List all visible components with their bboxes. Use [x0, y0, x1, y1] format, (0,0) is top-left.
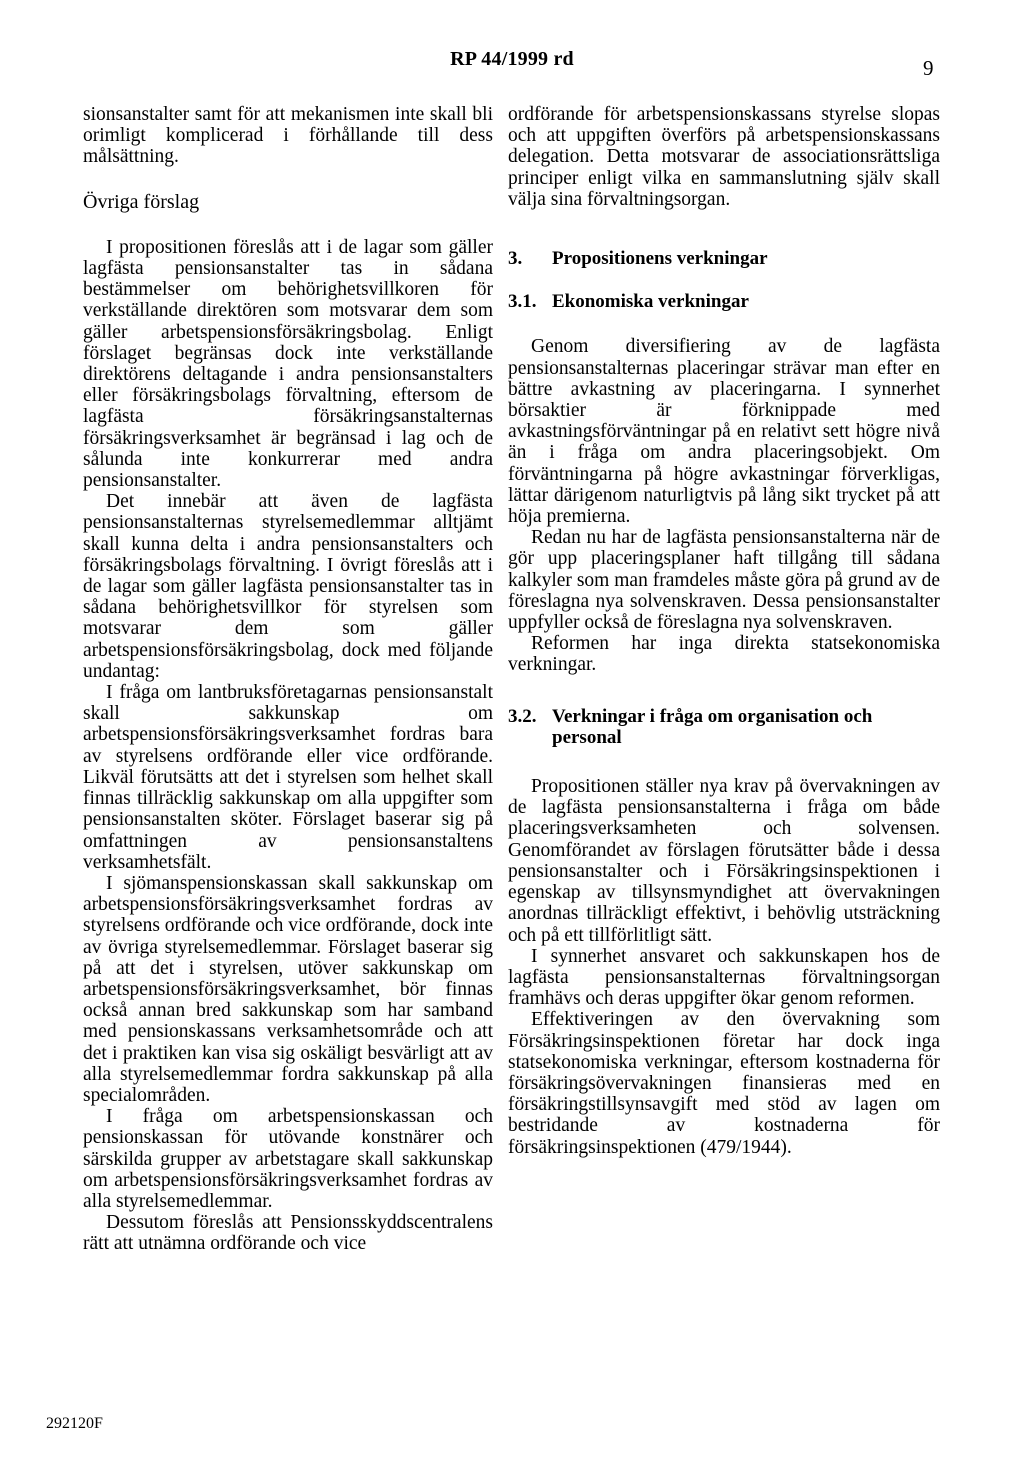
section-title: Propositionens verkningar	[552, 248, 768, 270]
section-number: 3.1.	[508, 291, 537, 313]
paragraph: Genom diversifiering av de lagfästa pensionsanstalternas placeringar strävar man efter en bättre avkastning av placeringarna. I synnerhet börsaktier är förknippade med avkastningsförväntningar på en relativt sett högre nivå än i fråga om andra placeringsobjekt. Om förväntningarna på högre avkastningar förverkligas, lättar därigenom naturligtvis på lång sikt trycket på att höja premierna.	[508, 336, 940, 528]
section-number: 3.2.	[508, 705, 537, 727]
paragraph: I fråga om lantbruksföretagarnas pensionsanstalt skall sakkunskap om arbetspensionsförsäkringsverksamhet fordras bara av styrelsens ordförande eller vice ordförande. Likväl förutsätts att det i styrelsen som helhet skall finnas tillräcklig sakkunskap om alla uppgifter som pensionsanstalten sköter. Förslaget baserar sig på omfattningen av pensionsanstaltens verksamhetsfält.	[83, 682, 493, 873]
paragraph: Propositionen ställer nya krav på övervakningen av de lagfästa pensionsanstalterna i fråga om både placeringsverksamheten och solvensen. Genomförandet av förslagen förutsätter både i dessa pensionsanstalter och i Försäkringsinspektionen i egenskap av tillsynsmyndighet att övervakningen anordnas tillräckligt effektivt, i behövlig utsträckning och på ett tillförlitligt sätt.	[508, 776, 940, 946]
page-number: 9	[923, 56, 934, 80]
footer-document-code: 292120F	[46, 1415, 103, 1432]
section-title: Ekonomiska verkningar	[552, 291, 749, 313]
paragraph: I sjömanspensionskassan skall sakkunskap om arbetspensionsförsäkringsverksamhet fordras av styrelsens ordförande och vice ordförande, dock inte av övriga styrelsemedlemmar. Förslaget baserar sig på att det i styrelsen, utöver sakkunskap om arbetspensionsförsäkringsverksamhet, bör finnas också annan bred sakkunskap som har samband med pensionskassans verksamhetsområde och att det i praktiken kan visa sig oskäligt besvärligt att av alla styrelsemedlemmar fordra sakkunskap på alla specialområden.	[83, 872, 493, 1106]
paragraph: I synnerhet ansvaret och sakkunskapen hos de lagfästa pensionsanstalternas förvaltningsorgan framhävs och deras uppgifter ökar genom reformen.	[508, 945, 940, 1010]
paragraph: Redan nu har de lagfästa pensionsanstalterna när de gör upp placeringsplaner haft tillgång till sådana kalkyler som man framdeles måste göra på grund av de föreslagna nya solvenskraven. Dessa pensionsanstalter uppfyller också de föreslagna nya solvenskraven.	[508, 527, 940, 634]
section-heading-3-1	[508, 291, 940, 312]
paragraph: Dessutom föreslås att Pensionsskyddscentralens rätt att utnämna ordförande och vice	[83, 1212, 493, 1255]
paragraph: Effektiveringen av den övervakning som Försäkringsinspektionen företar har dock inga statsekonomiska verkningar, eftersom kostnaderna för försäkringsövervakningen finansieras med en försäkringstillsynsavgift med stöd av lagen om bestridande av kostnaderna för försäkringsinspektionen (479/1944).	[508, 1009, 940, 1158]
section-subheading: Övriga förslag	[83, 190, 200, 213]
paragraph: ordförande för arbetspensionskassans styrelse slopas och att uppgiften överförs på arbetspensionskassans delegation. Detta motsvarar de associationsrättsliga principer enligt vilka en sammanslutning själv skall välja sina förvaltningsorgan.	[508, 104, 940, 210]
section-title: Verkningar i fråga om organisation och personal	[552, 705, 873, 748]
paragraph: Reformen har inga direkta statsekonomiska verkningar.	[508, 633, 940, 676]
paragraph: I fråga om arbetspensionskassan och pensionskassan för utövande konstnärer och särskilda grupper av arbetstagare skall sakkunskap om arbetspensionsförsäkringsverksamhet fordras av alla styrelsemedlemmar.	[83, 1106, 493, 1212]
paragraph: I propositionen föreslås att i de lagar som gäller lagfästa pensionsanstalter tas in sådana bestämmelser om behörighetsvillkoren för verkställande direktören som motsvarar dem som gäller arbetspensionsförsäkringsbolag. Enligt förslaget begränsas dock inte verkställande direktörens deltagande i andra pensionsanstalters eller försäkringsbolags förvaltning, eftersom de lagfästa försäkringsanstalternas försäkringsverksamhet är begränsad i lag och de sålunda inte konkurrerar med andra pensionsanstalter.	[83, 236, 493, 492]
paragraph: Det innebär att även de lagfästa pensionsanstalternas styrelsemedlemmar alltjämt skall kunna delta i andra pensionsanstalters och försäkringsbolags förvaltning. I övrigt föreslås att i de lagar som gäller lagfästa pensionsanstalter tas in sådana behörighetsvillkor för styrelsen som motsvarar dem som gäller arbetspensionsförsäkringsbolag, dock med följande undantag:	[83, 491, 493, 682]
paragraph: sionsanstalter samt för att mekanismen inte skall bli orimligt komplicerad i förhållande till dess målsättning.	[83, 104, 493, 168]
left-column	[83, 104, 493, 1255]
right-column	[508, 104, 940, 1158]
section-number: 3.	[508, 248, 523, 270]
section-heading-3-2	[508, 706, 940, 748]
document-header-title: RP 44/1999 rd	[450, 48, 574, 70]
section-heading-3	[508, 248, 940, 269]
